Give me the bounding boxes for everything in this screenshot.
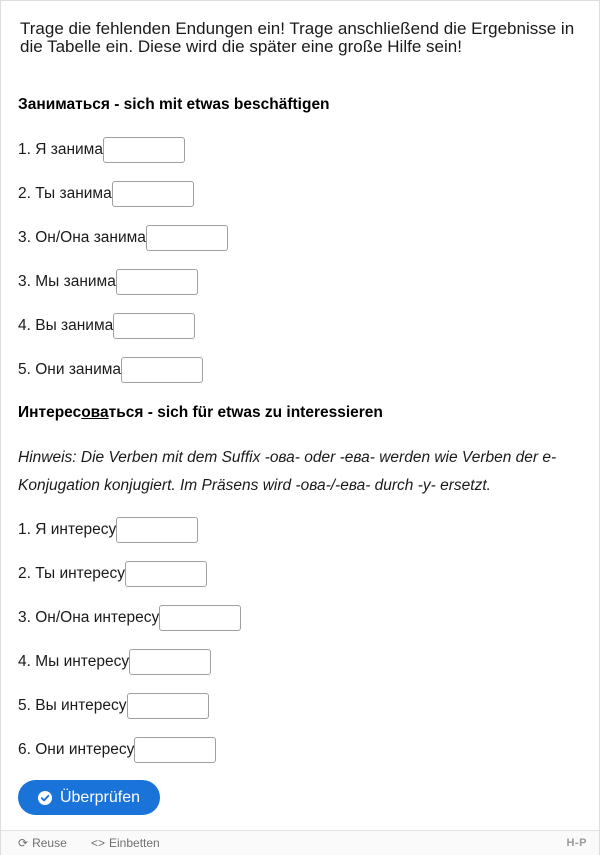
ending-input-2[interactable] <box>112 181 194 207</box>
row-label: 4. Мы интересу <box>18 653 130 670</box>
list-item <box>18 357 203 383</box>
footer-bar <box>1 830 599 855</box>
list-item <box>18 737 216 763</box>
list-item <box>18 605 241 631</box>
check-button-label: Überprüfen <box>59 788 141 806</box>
list-item <box>18 181 194 207</box>
ending-input-3[interactable] <box>146 225 228 251</box>
check-button[interactable] <box>18 780 160 815</box>
row-label: 3. Он/Она занима <box>18 229 146 246</box>
embed-label: Einbetten <box>109 836 160 850</box>
ending-input-11[interactable] <box>127 693 209 719</box>
ending-input-1[interactable] <box>103 137 185 163</box>
ending-input-5[interactable] <box>113 313 195 339</box>
row-label: 6. Они интересу <box>18 741 135 758</box>
list-item <box>18 561 207 587</box>
ending-input-8[interactable] <box>125 561 207 587</box>
list-item <box>18 649 211 675</box>
embed-icon: <> <box>91 836 106 850</box>
section2-title-suffix: ова <box>81 404 109 421</box>
ending-input-6[interactable] <box>121 357 203 383</box>
ending-input-12[interactable] <box>134 737 216 763</box>
ending-input-9[interactable] <box>159 605 241 631</box>
reuse-label: Reuse <box>32 836 67 850</box>
list-item <box>18 269 198 295</box>
embed-button[interactable] <box>91 836 160 850</box>
row-label: 1. Я занима <box>18 141 103 158</box>
row-label: 5. Они занима <box>18 361 122 378</box>
reuse-icon: ⟳ <box>18 836 29 850</box>
task-instructions: Trage die fehlenden Endungen ein! Trage anschließend die Ergebnisse in die Tabelle ein. Diese wird die später eine große Hilfe sein! <box>20 19 575 56</box>
ending-input-4[interactable] <box>116 269 198 295</box>
list-item <box>18 313 195 339</box>
list-item <box>18 517 198 543</box>
ending-input-7[interactable] <box>116 517 198 543</box>
h5p-logo[interactable]: H-P <box>566 837 587 849</box>
section2-title-end: ться - sich für etwas zu interessieren <box>108 404 383 421</box>
ending-input-10[interactable] <box>129 649 211 675</box>
row-label: 3. Мы занима <box>18 273 116 290</box>
row-label: 4. Вы занима <box>18 317 114 334</box>
check-circle-icon <box>38 791 52 805</box>
section2-title-start: Интерес <box>18 404 82 421</box>
row-label: 2. Ты занима <box>18 185 112 202</box>
row-label: 5. Вы интересу <box>18 697 127 714</box>
section1-title: Заниматься - sich mit etwas beschäftigen <box>18 96 330 113</box>
list-item <box>18 693 209 719</box>
section2-title <box>18 404 383 422</box>
row-label: 2. Ты интересу <box>18 565 125 582</box>
grammar-hint: Hinweis: Die Verben mit dem Suffix -ова- oder -ева- werden wie Verben der e-Konjugation konjugiert. Im Präsens wird -ова-/-ева- durch -у- ersetzt. <box>18 449 557 494</box>
reuse-button[interactable] <box>18 836 67 850</box>
list-item <box>18 137 185 163</box>
row-label: 1. Я интересу <box>18 521 117 538</box>
list-item <box>18 225 228 251</box>
row-label: 3. Он/Она интересу <box>18 609 160 626</box>
